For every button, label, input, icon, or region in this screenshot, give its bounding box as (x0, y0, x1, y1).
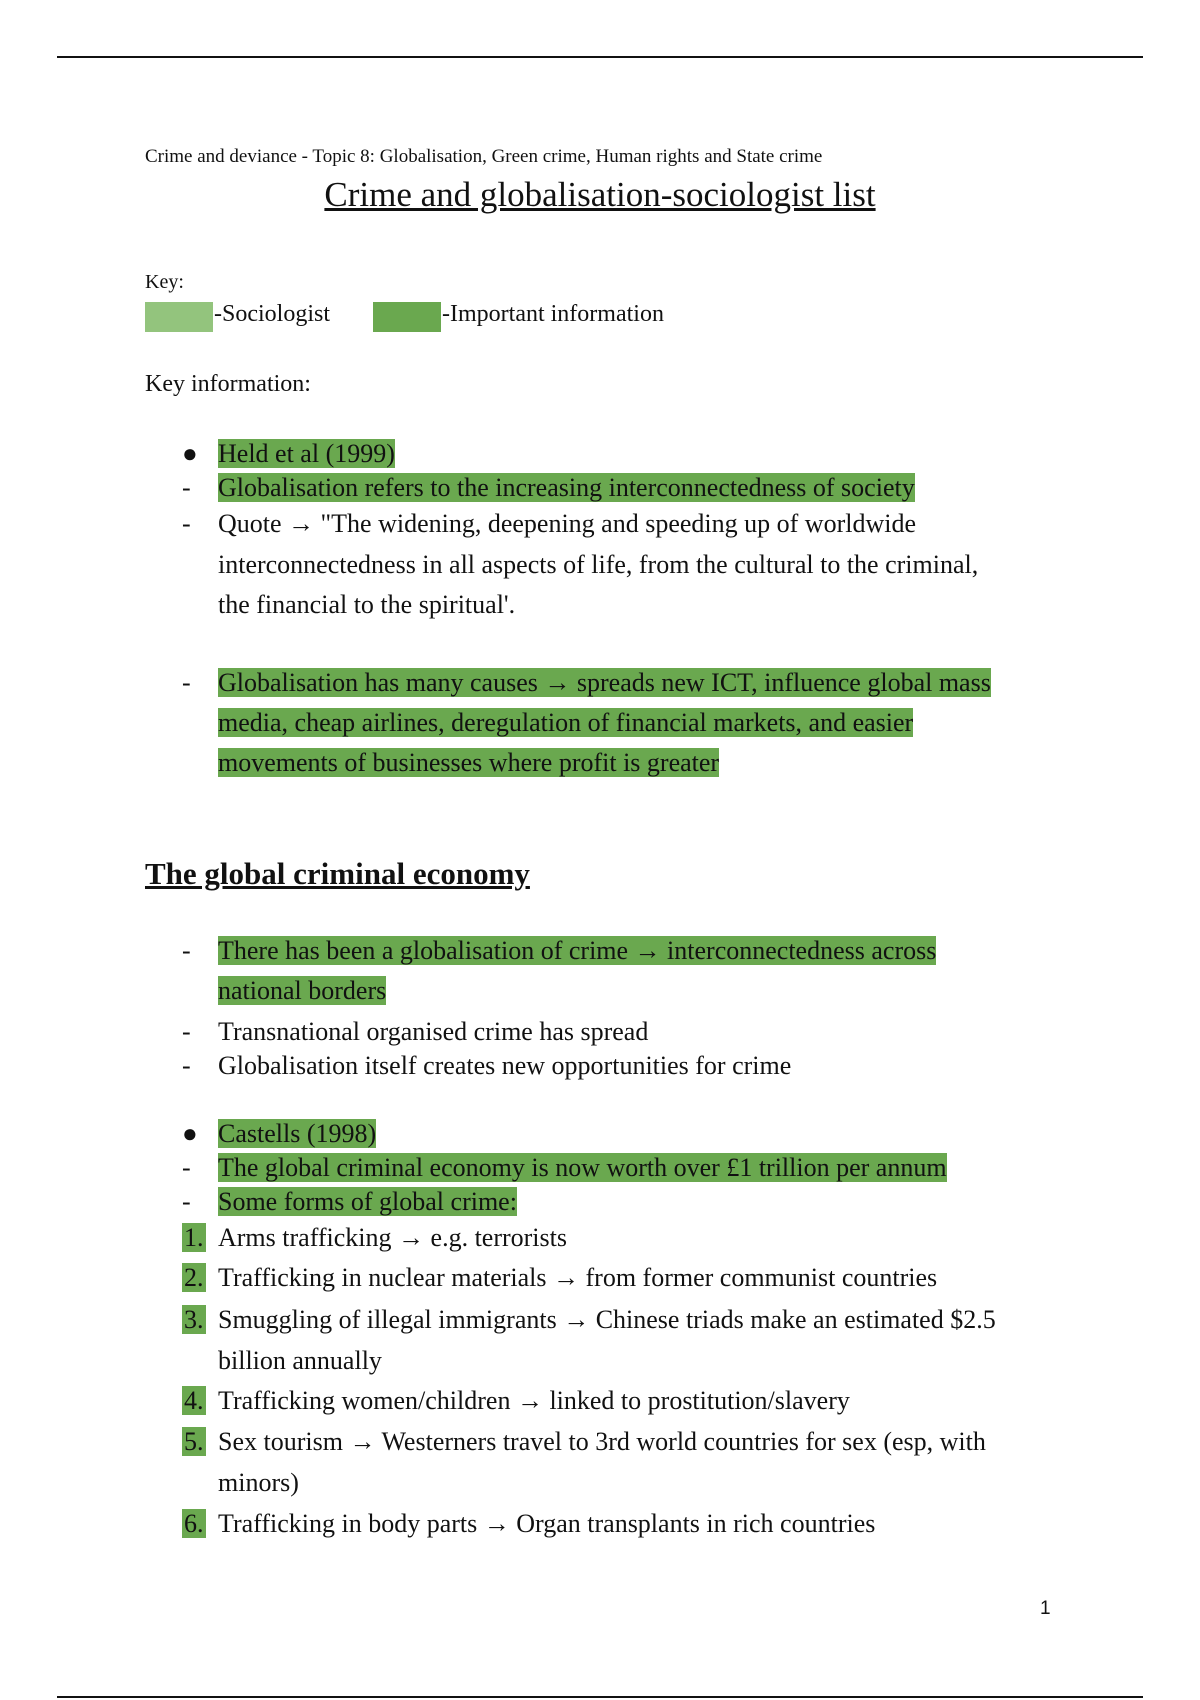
globalisation-of-crime-2: national borders (218, 976, 387, 1005)
sociologist-castells: Castells (1998) (218, 1119, 377, 1148)
dash-marker: - (182, 1187, 191, 1216)
dash-marker: - (182, 473, 191, 502)
course-line: Crime and deviance - Topic 8: Globalisation, Green crime, Human rights and State crime (145, 146, 823, 167)
list-number: 6. (184, 1509, 204, 1538)
dash-marker: - (182, 668, 191, 697)
key-information-label: Key information: (145, 371, 311, 397)
quote-line-1: Quote → "The widening, deepening and speeding up of worldwide (218, 509, 917, 538)
list-item: Smuggling of illegal immigrants → Chinese triads make an estimated $2.5 (218, 1305, 996, 1334)
top-rule (57, 56, 1143, 58)
list-item: Trafficking women/children → linked to prostitution/slavery (218, 1386, 850, 1415)
list-number: 4. (184, 1386, 204, 1415)
list-number: 5. (184, 1427, 204, 1456)
important-definition: Globalisation refers to the increasing interconnectedness of society (218, 473, 915, 502)
list-item: Trafficking in body parts → Organ transplants in rich countries (218, 1509, 876, 1538)
list-item-continuation: billion annually (218, 1346, 382, 1375)
sociologist-key-text: -Sociologist (214, 301, 331, 327)
dash-marker: - (182, 1017, 191, 1046)
sociologist-held: Held et al (1999) (218, 439, 395, 468)
page-number: 1 (1040, 1598, 1051, 1619)
page-title: Crime and globalisation-sociologist list (324, 175, 876, 214)
list-item-continuation: minors) (218, 1468, 299, 1497)
dash-marker: - (182, 1051, 191, 1080)
list-item: Sex tourism → Westerners travel to 3rd world countries for sex (esp, with (218, 1427, 986, 1456)
causes-line-1: Globalisation has many causes → spreads new ICT, influence global mass (218, 668, 991, 697)
important-swatch (373, 302, 441, 332)
key-label: Key: (145, 271, 184, 293)
causes-line-3: movements of businesses where profit is greater (218, 748, 720, 777)
list-item: Arms trafficking → e.g. terrorists (218, 1223, 567, 1252)
quote-line-2: interconnectedness in all aspects of life, from the cultural to the criminal, (218, 550, 979, 579)
transnational-crime-line: Transnational organised crime has spread (218, 1017, 649, 1046)
globalisation-of-crime-1: There has been a globalisation of crime → interconnectedness across (218, 936, 937, 965)
causes-line-2: media, cheap airlines, deregulation of financial markets, and easier (218, 708, 914, 737)
sociologist-swatch (145, 302, 213, 332)
list-number: 1. (184, 1223, 204, 1252)
quote-line-3: the financial to the spiritual'. (218, 590, 516, 619)
criminal-economy-worth: The global criminal economy is now worth over £1 trillion per annum (218, 1153, 947, 1182)
dash-marker: - (182, 936, 191, 965)
list-number: 3. (184, 1305, 204, 1334)
opportunities-line: Globalisation itself creates new opportunities for crime (218, 1051, 792, 1080)
important-key-text: -Important information (442, 301, 664, 327)
dash-marker: - (182, 1153, 191, 1182)
section-heading-global-criminal-economy: The global criminal economy (145, 856, 530, 891)
list-item: Trafficking in nuclear materials → from former communist countries (218, 1263, 938, 1292)
bullet-dot: ● (182, 439, 198, 468)
dash-marker: - (182, 509, 191, 538)
bottom-rule (57, 1696, 1143, 1698)
forms-of-global-crime: Some forms of global crime: (218, 1187, 517, 1216)
list-number: 2. (184, 1263, 204, 1292)
bullet-dot: ● (182, 1119, 198, 1148)
